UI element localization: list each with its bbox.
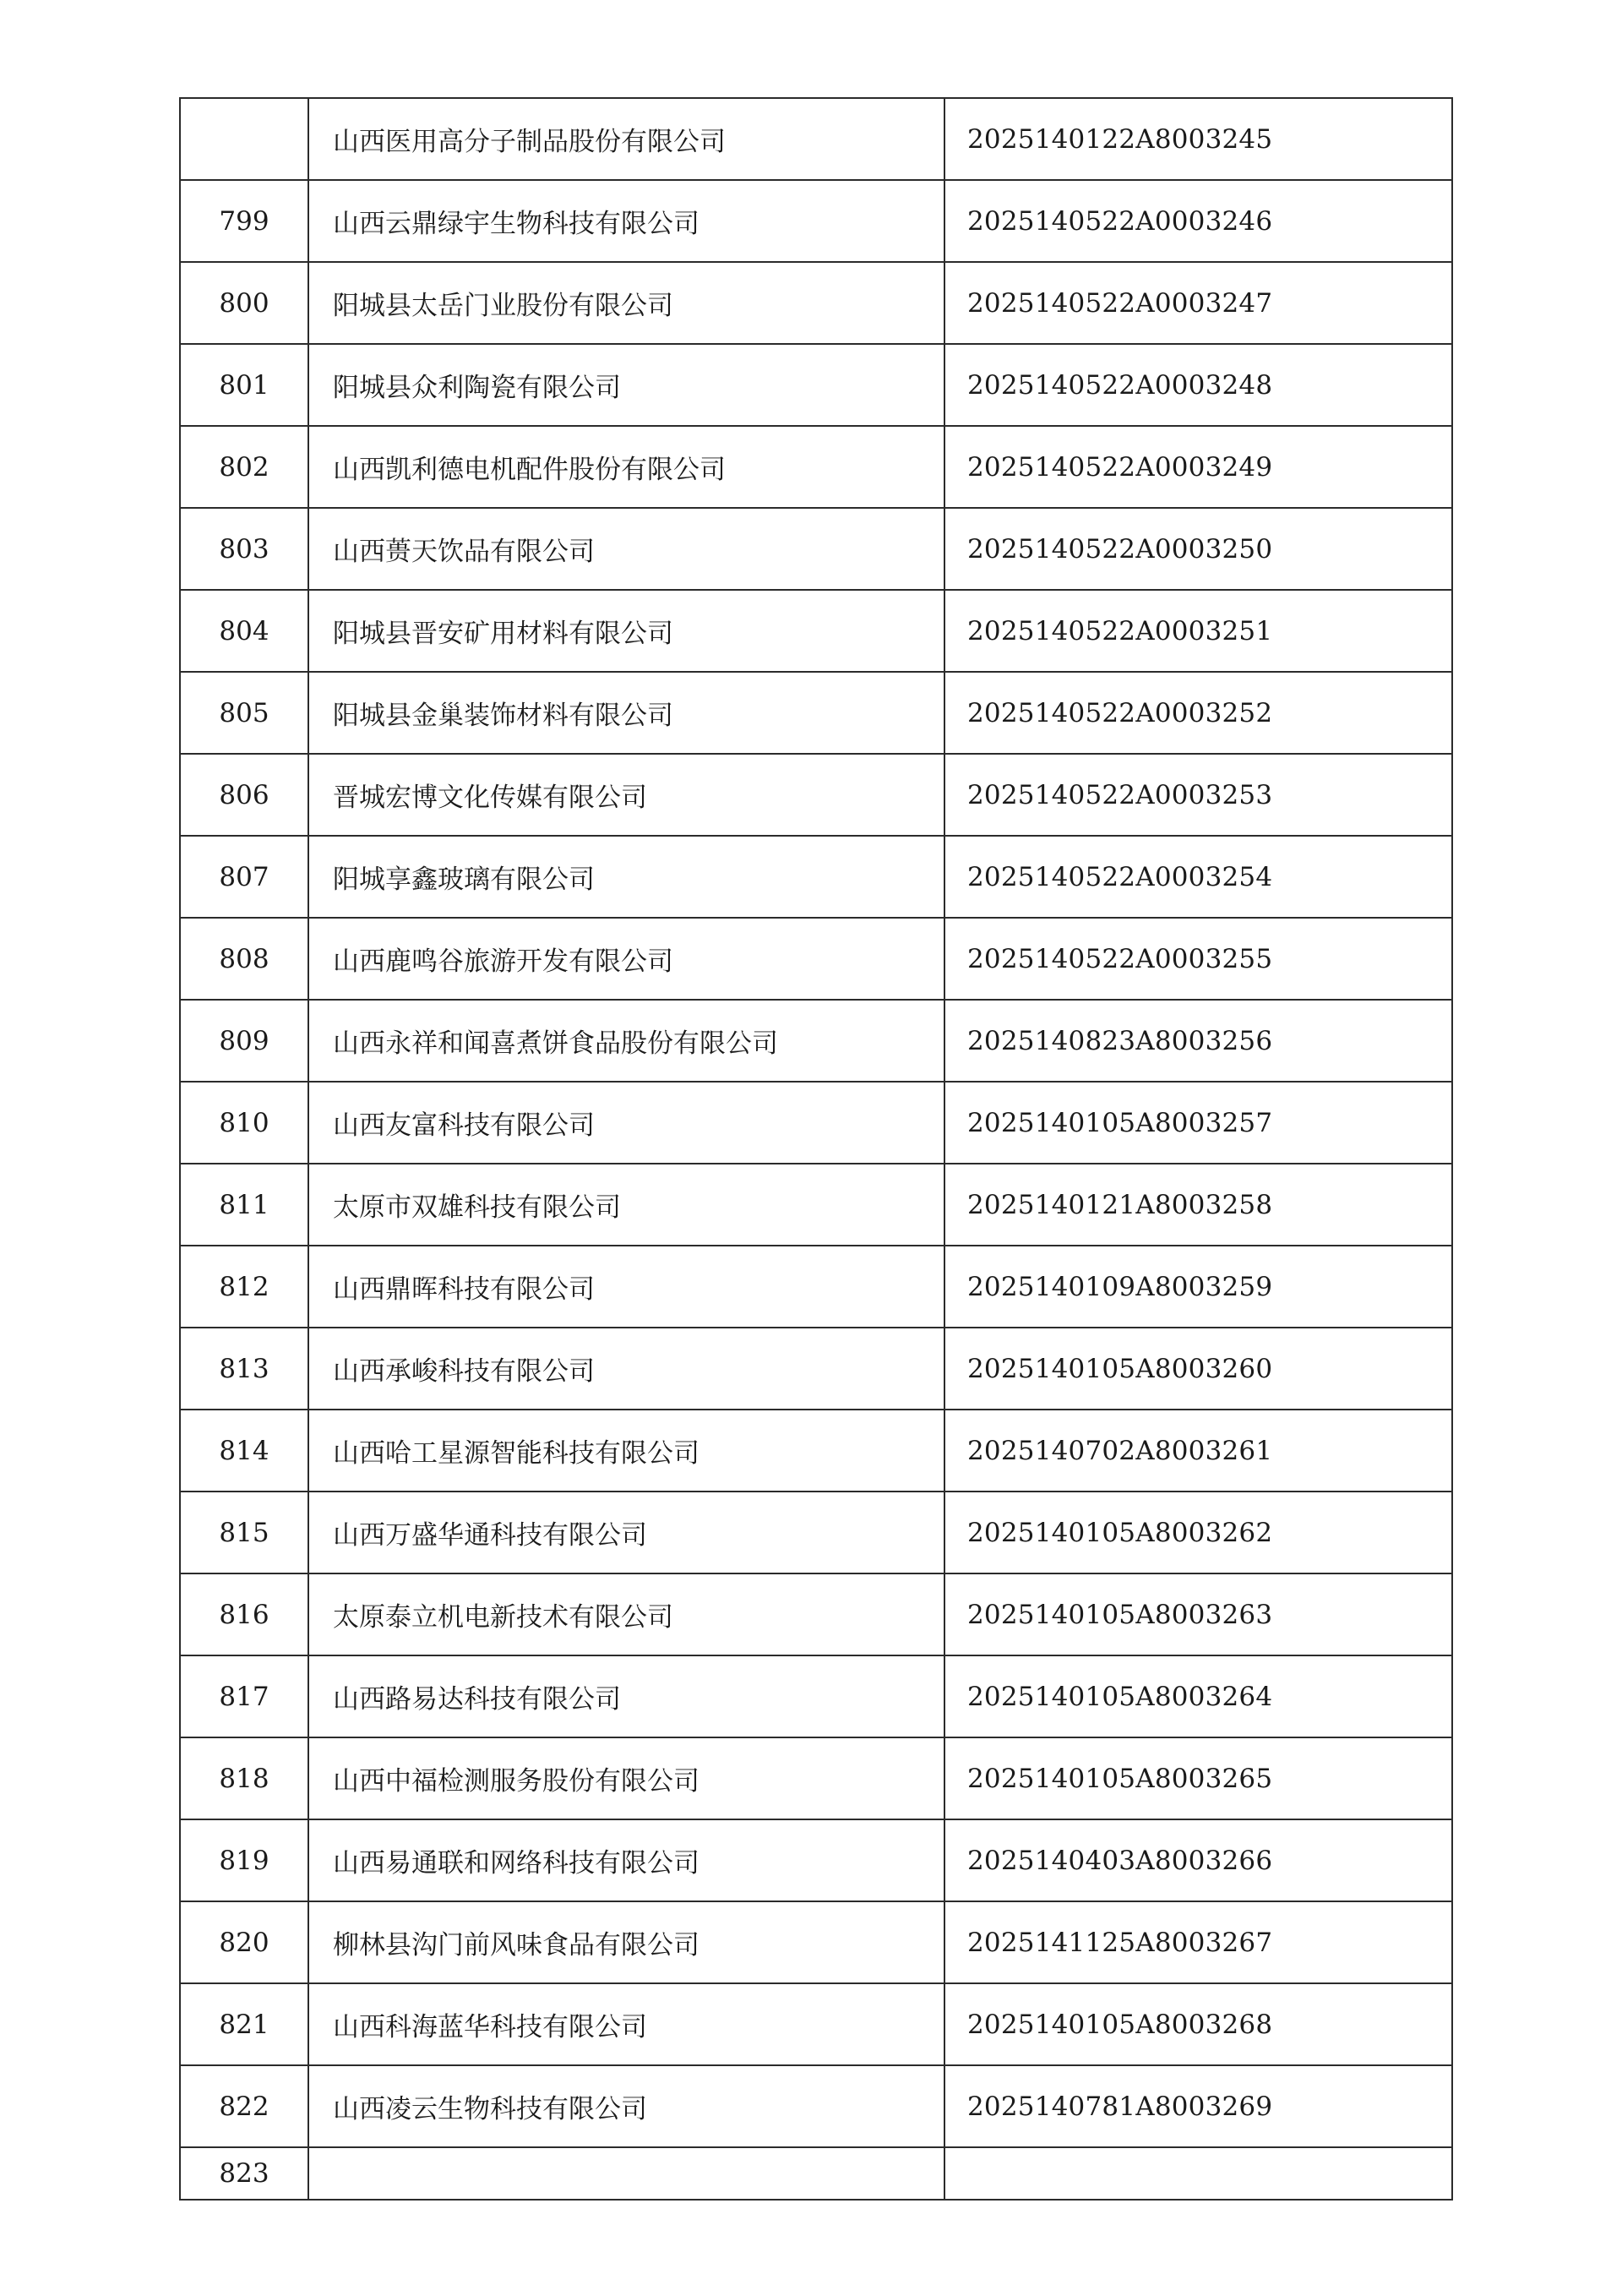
registration-code-cell: 2025140522A0003253 <box>944 754 1452 836</box>
table-row <box>180 590 1452 672</box>
row-number-cell: 810 <box>180 1082 308 1164</box>
company-name-cell: 晋城宏博文化传媒有限公司 <box>308 754 944 836</box>
table-row <box>180 1328 1452 1410</box>
registration-code-cell: 2025140823A8003256 <box>944 1000 1452 1082</box>
registration-code-cell: 2025140522A0003247 <box>944 262 1452 344</box>
registration-code-cell <box>944 2147 1452 2200</box>
table-row <box>180 1983 1452 2065</box>
row-number-cell: 805 <box>180 672 308 754</box>
table-row <box>180 672 1452 754</box>
company-name-cell: 山西鹿鸣谷旅游开发有限公司 <box>308 918 944 1000</box>
registration-code-cell: 2025140781A8003269 <box>944 2065 1452 2147</box>
table-row <box>180 262 1452 344</box>
registration-code-cell: 2025140403A8003266 <box>944 1819 1452 1901</box>
registration-code-cell: 2025140522A0003248 <box>944 344 1452 426</box>
table-row <box>180 180 1452 262</box>
registration-code-cell: 2025141125A8003267 <box>944 1901 1452 1983</box>
registration-code-cell: 2025140122A8003245 <box>944 98 1452 180</box>
company-name-cell: 柳林县沟门前风味食品有限公司 <box>308 1901 944 1983</box>
company-name-cell: 山西中福检测服务股份有限公司 <box>308 1737 944 1819</box>
row-number-cell: 815 <box>180 1492 308 1573</box>
row-number-cell: 822 <box>180 2065 308 2147</box>
table-row <box>180 1082 1452 1164</box>
row-number-cell: 821 <box>180 1983 308 2065</box>
row-number-cell: 809 <box>180 1000 308 1082</box>
company-name-cell: 阳城县太岳门业股份有限公司 <box>308 262 944 344</box>
company-name-cell: 山西路易达科技有限公司 <box>308 1655 944 1737</box>
table-row <box>180 1573 1452 1655</box>
row-number-cell: 807 <box>180 836 308 918</box>
company-name-cell: 太原市双雄科技有限公司 <box>308 1164 944 1246</box>
company-name-cell: 山西承峻科技有限公司 <box>308 1328 944 1410</box>
registration-code-cell: 2025140522A0003249 <box>944 426 1452 508</box>
company-name-cell: 太原泰立机电新技术有限公司 <box>308 1573 944 1655</box>
table-row <box>180 344 1452 426</box>
table-body <box>180 98 1452 2200</box>
table-row <box>180 98 1452 180</box>
table-row <box>180 1410 1452 1492</box>
row-number-cell <box>180 98 308 180</box>
row-number-cell: 818 <box>180 1737 308 1819</box>
company-name-cell: 阳城县晋安矿用材料有限公司 <box>308 590 944 672</box>
registration-code-cell: 2025140105A8003263 <box>944 1573 1452 1655</box>
table-row <box>180 2065 1452 2147</box>
table-row <box>180 1492 1452 1573</box>
row-number-cell: 806 <box>180 754 308 836</box>
company-name-cell: 山西凌云生物科技有限公司 <box>308 2065 944 2147</box>
registration-code-cell: 2025140105A8003264 <box>944 1655 1452 1737</box>
table-row <box>180 1246 1452 1328</box>
registration-code-cell: 2025140702A8003261 <box>944 1410 1452 1492</box>
company-name-cell: 山西永祥和闻喜煮饼食品股份有限公司 <box>308 1000 944 1082</box>
company-name-cell: 山西易通联和网络科技有限公司 <box>308 1819 944 1901</box>
row-number-cell: 812 <box>180 1246 308 1328</box>
company-name-cell: 山西友富科技有限公司 <box>308 1082 944 1164</box>
registration-code-cell: 2025140522A0003255 <box>944 918 1452 1000</box>
registration-code-cell: 2025140522A0003250 <box>944 508 1452 590</box>
registration-code-cell: 2025140105A8003257 <box>944 1082 1452 1164</box>
row-number-cell: 811 <box>180 1164 308 1246</box>
row-number-cell: 800 <box>180 262 308 344</box>
table-row <box>180 1737 1452 1819</box>
table-row <box>180 2147 1452 2200</box>
registration-code-cell: 2025140109A8003259 <box>944 1246 1452 1328</box>
company-name-cell: 阳城县众利陶瓷有限公司 <box>308 344 944 426</box>
company-name-cell: 山西蒉天饮品有限公司 <box>308 508 944 590</box>
table-row <box>180 426 1452 508</box>
table-row <box>180 754 1452 836</box>
row-number-cell: 819 <box>180 1819 308 1901</box>
company-name-cell: 山西凯利德电机配件股份有限公司 <box>308 426 944 508</box>
company-registry-table <box>179 97 1453 2201</box>
row-number-cell: 799 <box>180 180 308 262</box>
company-name-cell: 山西鼎晖科技有限公司 <box>308 1246 944 1328</box>
row-number-cell: 816 <box>180 1573 308 1655</box>
row-number-cell: 802 <box>180 426 308 508</box>
company-name-cell: 山西哈工星源智能科技有限公司 <box>308 1410 944 1492</box>
table-row <box>180 1901 1452 1983</box>
row-number-cell: 803 <box>180 508 308 590</box>
registration-code-cell: 2025140105A8003268 <box>944 1983 1452 2065</box>
company-name-cell: 阳城享鑫玻璃有限公司 <box>308 836 944 918</box>
row-number-cell: 814 <box>180 1410 308 1492</box>
registration-code-cell: 2025140522A0003254 <box>944 836 1452 918</box>
row-number-cell: 817 <box>180 1655 308 1737</box>
company-name-cell: 山西科海蓝华科技有限公司 <box>308 1983 944 2065</box>
registration-code-cell: 2025140105A8003260 <box>944 1328 1452 1410</box>
registration-code-cell: 2025140121A8003258 <box>944 1164 1452 1246</box>
table-row <box>180 1000 1452 1082</box>
company-name-cell: 阳城县金巢装饰材料有限公司 <box>308 672 944 754</box>
row-number-cell: 804 <box>180 590 308 672</box>
table-row <box>180 836 1452 918</box>
table-row <box>180 1655 1452 1737</box>
row-number-cell: 820 <box>180 1901 308 1983</box>
registration-code-cell: 2025140105A8003265 <box>944 1737 1452 1819</box>
row-number-cell: 813 <box>180 1328 308 1410</box>
company-name-cell <box>308 2147 944 2200</box>
registration-code-cell: 2025140522A0003252 <box>944 672 1452 754</box>
row-number-cell: 808 <box>180 918 308 1000</box>
registration-code-cell: 2025140105A8003262 <box>944 1492 1452 1573</box>
row-number-cell: 823 <box>180 2147 308 2200</box>
company-name-cell: 山西云鼎绿宇生物科技有限公司 <box>308 180 944 262</box>
table-row <box>180 1819 1452 1901</box>
company-name-cell: 山西医用高分子制品股份有限公司 <box>308 98 944 180</box>
table-row <box>180 918 1452 1000</box>
registration-code-cell: 2025140522A0003251 <box>944 590 1452 672</box>
company-name-cell: 山西万盛华通科技有限公司 <box>308 1492 944 1573</box>
table-row <box>180 1164 1452 1246</box>
row-number-cell: 801 <box>180 344 308 426</box>
table-row <box>180 508 1452 590</box>
registration-code-cell: 2025140522A0003246 <box>944 180 1452 262</box>
